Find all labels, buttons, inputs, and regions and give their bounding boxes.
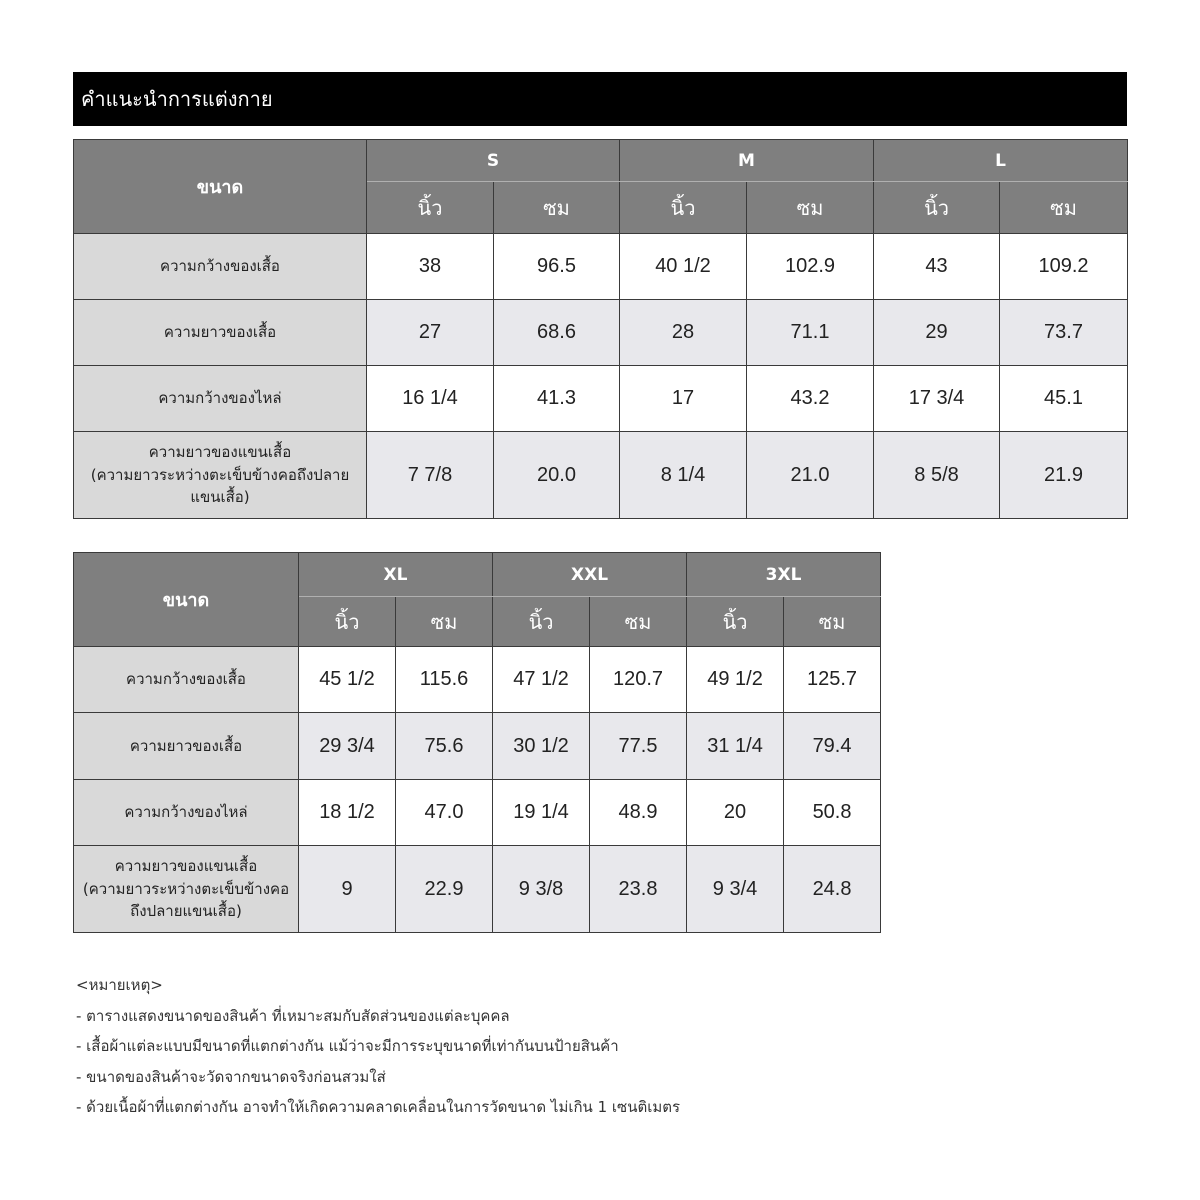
row-label: ความยาวของเสื้อ — [74, 300, 367, 366]
value-cell: 28 — [620, 300, 747, 366]
value-cell: 43.2 — [747, 366, 874, 432]
table-row — [74, 234, 1128, 300]
value-cell: 21.9 — [1000, 432, 1128, 519]
value-cell: 49 1/2 — [687, 647, 784, 713]
value-cell: 77.5 — [590, 713, 687, 780]
unit-cm-header: ซม — [494, 182, 620, 234]
value-cell: 43 — [874, 234, 1000, 300]
unit-inch-header: นิ้ว — [687, 597, 784, 647]
value-cell: 40 1/2 — [620, 234, 747, 300]
value-cell: 23.8 — [590, 846, 687, 933]
value-cell: 31 1/4 — [687, 713, 784, 780]
value-cell: 9 — [299, 846, 396, 933]
table-row — [74, 366, 1128, 432]
unit-cm-header: ซม — [747, 182, 874, 234]
row-label: ความกว้างของเสื้อ — [74, 234, 367, 300]
row-label-line: แขนเสื้อ) — [190, 488, 250, 507]
value-cell: 29 — [874, 300, 1000, 366]
note-item: - ตารางแสดงขนาดของสินค้า ที่เหมาะสมกับสัดส่วนของแต่ละบุคคล — [76, 1006, 510, 1025]
value-cell: 73.7 — [1000, 300, 1128, 366]
size-l-header: L — [874, 140, 1128, 182]
table-row — [74, 780, 881, 846]
value-cell: 27 — [367, 300, 494, 366]
value-cell: 45.1 — [1000, 366, 1128, 432]
value-cell: 9 3/4 — [687, 846, 784, 933]
row-label-line: (ความยาวระหว่างตะเข็บข้างคอถึงปลาย — [90, 465, 350, 484]
value-cell: 20.0 — [494, 432, 620, 519]
size-s-header: S — [367, 140, 620, 182]
notes-heading: <หมายเหตุ> — [76, 976, 163, 994]
value-cell: 71.1 — [747, 300, 874, 366]
value-cell: 22.9 — [396, 846, 493, 933]
unit-cm-header: ซม — [396, 597, 493, 647]
value-cell: 125.7 — [784, 647, 881, 713]
value-cell: 47 1/2 — [493, 647, 590, 713]
value-cell: 48.9 — [590, 780, 687, 846]
value-cell: 79.4 — [784, 713, 881, 780]
table-row — [74, 432, 1128, 519]
row-label — [74, 846, 299, 933]
notes-section — [76, 970, 680, 1123]
value-cell: 9 3/8 — [493, 846, 590, 933]
note-item: - เสื้อผ้าแต่ละแบบมีขนาดที่แตกต่างกัน แม้ว่าจะมีการระบุขนาดที่เท่ากันบนป้ายสินค้า — [76, 1037, 619, 1055]
value-cell: 17 3/4 — [874, 366, 1000, 432]
row-label-line: ถึงปลายแขนเสื้อ) — [130, 902, 242, 921]
row-label: ความกว้างของไหล่ — [74, 366, 367, 432]
row-label: ความกว้างของไหล่ — [74, 780, 299, 846]
value-cell: 47.0 — [396, 780, 493, 846]
value-cell: 29 3/4 — [299, 713, 396, 780]
row-label-line: (ความยาวระหว่างตะเข็บข้างคอ — [82, 879, 290, 898]
unit-inch-header: นิ้ว — [874, 182, 1000, 234]
value-cell: 7 7/8 — [367, 432, 494, 519]
value-cell: 21.0 — [747, 432, 874, 519]
unit-inch-header: นิ้ว — [299, 597, 396, 647]
value-cell: 18 1/2 — [299, 780, 396, 846]
unit-cm-header: ซม — [1000, 182, 1128, 234]
value-cell: 30 1/2 — [493, 713, 590, 780]
size-3xl-header: 3XL — [687, 553, 881, 597]
size-xxl-header: XXL — [493, 553, 687, 597]
unit-inch-header: นิ้ว — [367, 182, 494, 234]
value-cell: 75.6 — [396, 713, 493, 780]
value-cell: 24.8 — [784, 846, 881, 933]
row-label: ความกว้างของเสื้อ — [74, 647, 299, 713]
table-row — [74, 647, 881, 713]
size-xl-header: XL — [299, 553, 493, 597]
unit-cm-header: ซม — [784, 597, 881, 647]
note-item: - ขนาดของสินค้าจะวัดจากขนาดจริงก่อนสวมใส่ — [76, 1067, 386, 1086]
size-header: ขนาด — [74, 140, 367, 234]
table-row — [74, 300, 1128, 366]
row-label: ความยาวของเสื้อ — [74, 713, 299, 780]
size-m-header: M — [620, 140, 874, 182]
value-cell: 50.8 — [784, 780, 881, 846]
row-label-line: ความยาวของแขนเสื้อ — [114, 857, 258, 876]
unit-inch-header: นิ้ว — [620, 182, 747, 234]
value-cell: 41.3 — [494, 366, 620, 432]
table-row — [74, 713, 881, 780]
value-cell: 17 — [620, 366, 747, 432]
note-item: - ด้วยเนื้อผ้าที่แตกต่างกัน อาจทำให้เกิดความคลาดเคลื่อนในการวัดขนาด ไม่เกิน 1 เซนติเมตร — [76, 1098, 681, 1116]
value-cell: 19 1/4 — [493, 780, 590, 846]
size-table-s-m-l — [73, 139, 1128, 519]
row-label-line: ความยาวของแขนเสื้อ — [148, 443, 292, 462]
value-cell: 45 1/2 — [299, 647, 396, 713]
size-header: ขนาด — [74, 553, 299, 647]
value-cell: 115.6 — [396, 647, 493, 713]
row-label — [74, 432, 367, 519]
value-cell: 120.7 — [590, 647, 687, 713]
value-cell: 38 — [367, 234, 494, 300]
value-cell: 16 1/4 — [367, 366, 494, 432]
value-cell: 20 — [687, 780, 784, 846]
value-cell: 102.9 — [747, 234, 874, 300]
value-cell: 8 5/8 — [874, 432, 1000, 519]
table-row — [74, 846, 881, 933]
unit-inch-header: นิ้ว — [493, 597, 590, 647]
page-title: คำแนะนำการแต่งกาย — [73, 72, 1127, 126]
value-cell: 96.5 — [494, 234, 620, 300]
size-table-xl-xxl-3xl — [73, 552, 881, 933]
value-cell: 68.6 — [494, 300, 620, 366]
unit-cm-header: ซม — [590, 597, 687, 647]
value-cell: 8 1/4 — [620, 432, 747, 519]
value-cell: 109.2 — [1000, 234, 1128, 300]
